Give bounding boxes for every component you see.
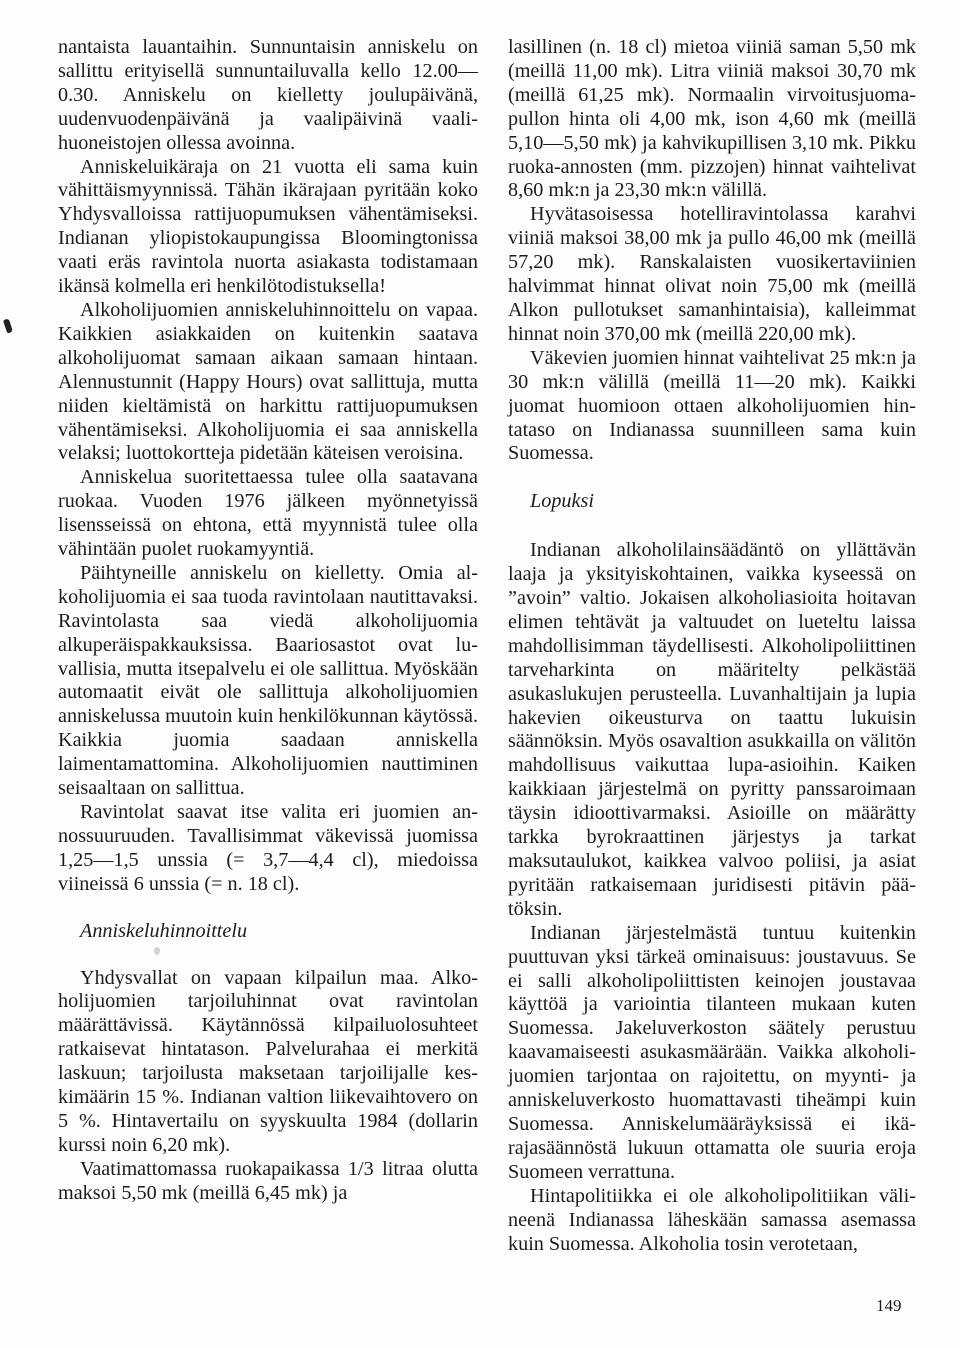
paragraph: Anniskeluikäraja on 21 vuotta eli sama kuin vähittäismyynnissä. Tähän ikärajaan pyritään koko Yhdysvalloissa rattijuopumuksen vähentämiseksi. Indianan yliopistokaupungissa Bloomingtonissa vaati eräs ravintola nuorta asiakasta todistamaan ikänsä kolmella eri henkilötodistuksella! [58, 155, 478, 298]
right-column [508, 36, 916, 1256]
paragraph: Indianan alkoholilainsäädäntö on yllättävän laaja ja yksityiskohtainen, vaikka kyseessä on ”avoin” valtio. Jokaisen alkoholiasioita hoitavan elimen tehtävät ja valtuudet on lueteltu laissa mahdollisimman täydellisesti. Alkoholipoliittinen tarveharkinta on määritelty pelkästää asukaslukujen perusteella. Luvanhaltijain ja lupia hakevien oikeusturva on taattu lukuisin säännöksin. Myös osavaltion asukkailla on välitön mahdollisuus vaikuttaa lupa-asioihin. Kaiken kaikkiaan järjestelmä on pyritty panssaroimaan täysin idioottivarmaksi. Asioille on määrätty tarkka byrokraattinen järjestys ja tarkat maksutaulukot, kaikkea valvoo poliisi, ja asiat pyritään ratkaisemaan juridisesti pitävin päätöksin. [508, 539, 916, 920]
paragraph: Väkevien juomien hinnat vaihtelivat 25 mk:n ja 30 mk:n välillä (meillä 11—20 mk). Kaikki juomat huomioon ottaen alkoholijuomien hintataso on Indianassa suunnilleen sama kuin Suomessa. [508, 346, 916, 465]
paragraph: Hyvätasoisessa hotelliravintolassa karahvi viiniä maksoi 38,00 mk ja pullo 46,00 mk (meillä 57,20 mk). Ranskalaisten vuosikertaviinien halvimmat hinnat olivat noin 75,00 mk (meillä Alkon pullotukset samanhintaisia), kalleimmat hinnat noin 370,00 mk (meillä 220,00 mk). [508, 203, 916, 345]
paragraph: Yhdysvallat on vapaan kilpailun maa. Alkoholijuomien tarjoiluhinnat ovat ravintolan määrättävissä. Käytännössä kilpailuolosuhteet ratkaisevat hintatason. Palvelurahaa ei merkitä laskuun; tarjoilusta maksetaan tarjoilijalle keskimäärin 15 %. Indianan valtion liikevaihtovero on 5 %. Hintavertailu on syyskuulta 1984 (dollarin kurssi noin 6,20 mk). [58, 966, 478, 1156]
paragraph: Vaatimattomassa ruokapaikassa 1/3 litraa olutta maksoi 5,50 mk (meillä 6,45 mk) ja [58, 1157, 478, 1204]
paragraph: nantaista lauantaihin. Sunnuntaisin anniskelu on sallittu erityisellä sunnuntailuvalla kello 12.00—0.30. Anniskelu on kielletty joulupäivänä, uudenvuodenpäivänä ja vaalipäivinä vaalihuoneistojen ollessa avoinna. [58, 36, 478, 154]
paragraph: Indianan järjestelmästä tuntuu kuitenkin puuttuvan yksi tärkeä ominaisuus: joustavuus. Se ei salli alkoholipoliittisten keinojen joustavaa käyttöä ja variointia tilanteen mukaan kuten Suomessa. Jakeluverkoston säätely perustuu kaavamaiseesti asukasmäärään. Vaikka alkoholijuomien tarjontaa on rajoitettu, on myynti- ja anniskeluverkosto huomattavasti tiheämpi kuin Suomessa. Anniskelumääräyksissä ei ikärajasäännöstä lukuun ottamatta ole suuria eroja Suomeen verrattuna. [508, 921, 916, 1183]
margin-mark [3, 318, 13, 333]
paragraph: Anniskelua suoritettaessa tulee olla saatavana ruokaa. Vuoden 1976 jälkeen myönnetyissä lisensseissä on ehtona, että myynnistä tulee olla vähintään puolet ruokamyyntiä. [58, 466, 478, 561]
paragraph: lasillinen (n. 18 cl) mietoa viiniä saman 5,50 mk (meillä 11,00 mk). Litra viiniä maksoi 30,70 mk (meillä 61,25 mk). Normaalin virvoitusjuomapullon hinta oli 4,00 mk, ison 4,60 mk (meillä 5,10—5,50 mk) ja kahvikupillisen 3,10 mk. Pikku ruoka-annosten (mm. pizzojen) hinnat vaihtelivat 8,60 mk:n ja 23,30 mk:n välillä. [508, 36, 916, 202]
section-heading: Lopuksi [530, 490, 594, 513]
paragraph: Päihtyneille anniskelu on kielletty. Omia alkoholijuomia ei saa tuoda ravintolaan nautittavaksi. Ravintolasta saa viedä alkoholijuomia alkuperäispakkauksissa. Baariosastot ovat luvallisia, mutta itsepalvelu ei ole sallittua. Myöskään automaatit eivät ole sallittuja alkoholijuomien anniskelussa muutoin kuin henkilökunnan käytössä. Kaikkia juomia saadaan anniskella laimentamattomina. Alkoholijuomien nauttiminen seisaaltaan on sallittua. [58, 561, 478, 800]
page-number: 149 [876, 1296, 902, 1315]
left-column [58, 36, 478, 1206]
paragraph: Ravintolat saavat itse valita eri juomien annossuuruuden. Tavallisimmat väkevissä juomissa 1,25—1,5 unssia (= 3,7—4,4 cl), miedoissa viineissä 6 unssia (= n. 18 cl). [58, 801, 478, 895]
paragraph: Hintapolitiikka ei ole alkoholipolitiikan välineenä Indianassa läheskään samassa asemassa kuin Suomessa. Alkoholia tosin verotetaan, [508, 1184, 916, 1255]
paragraph: Alkoholijuomien anniskeluhinnoittelu on vapaa. Kaikkien asiakkaiden on kuitenkin saatava alkoholijuomat samaan aikaan samaan hintaan. Alennustunnit (Happy Hours) ovat sallittuja, mutta niiden kieltämistä on harkittu rattijuopumuksen vähentämiseksi. Alkoholijuomia ei saa anniskella velaksi; luottokortteja pidetään käteisen veroisina. [58, 298, 478, 465]
section-heading: Anniskeluhinnoittelu [80, 919, 248, 942]
